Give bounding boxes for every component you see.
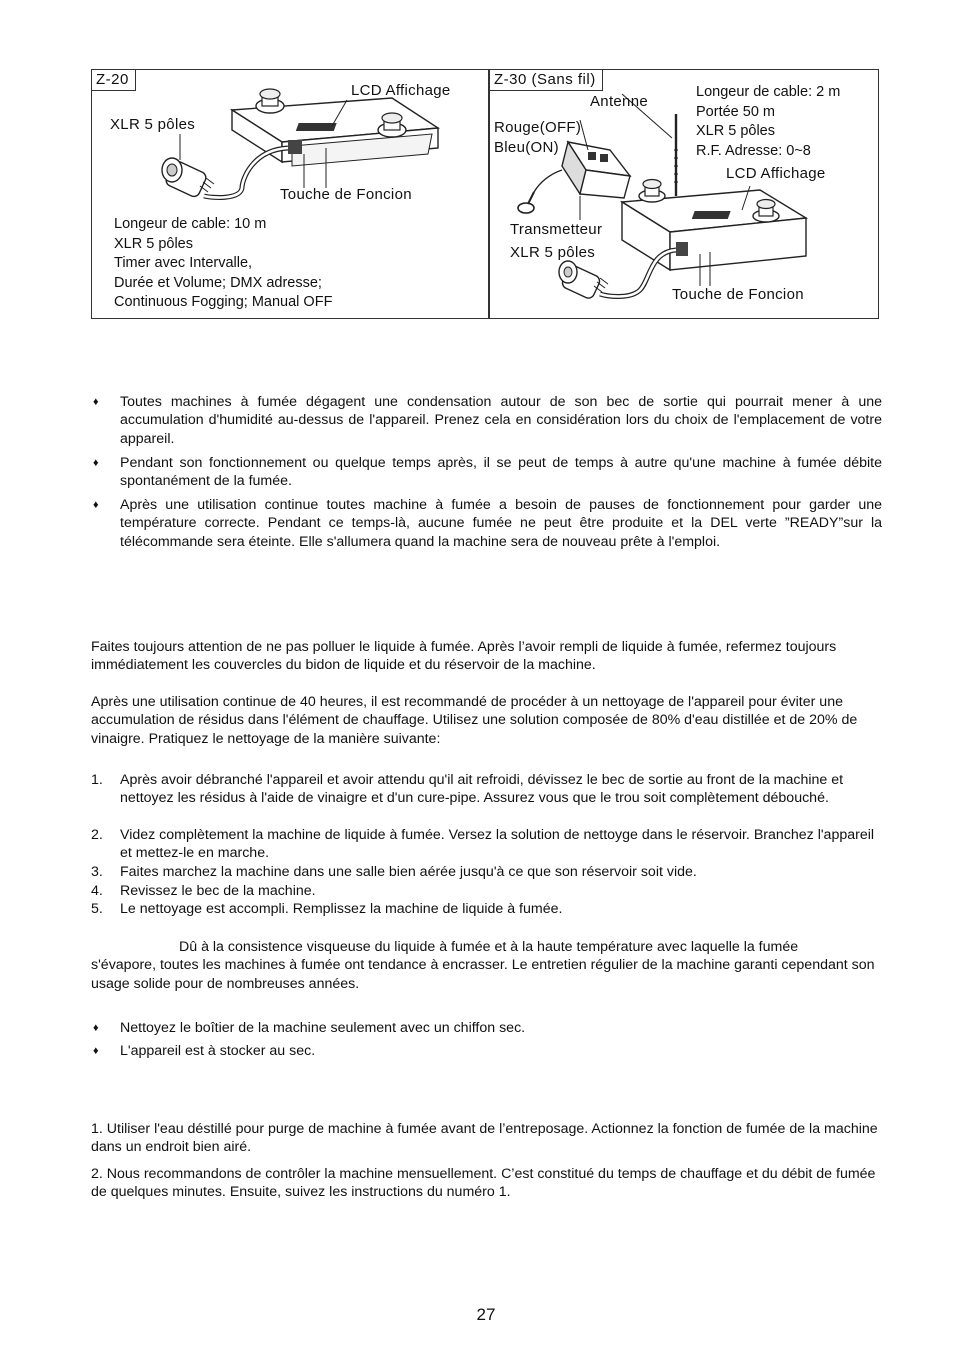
xlr-label: XLR 5 pôles bbox=[510, 244, 596, 261]
spec-line: Durée et Volume; DMX adresse; bbox=[114, 274, 322, 291]
spec-line: XLR 5 pôles bbox=[114, 235, 193, 252]
button-label: Touche de Foncion bbox=[672, 286, 804, 303]
xlr-plug-icon bbox=[162, 158, 214, 198]
spec-line: Longeur de cable: 10 m bbox=[114, 216, 267, 232]
spec-line: Longeur de cable: 2 m bbox=[696, 84, 841, 100]
antenna-label: Antenne bbox=[590, 93, 648, 110]
z30-specs bbox=[696, 83, 840, 161]
product-figure bbox=[91, 69, 879, 319]
panel-z20 bbox=[92, 70, 488, 318]
paragraph: Faites toujours attention de ne pas polluer le liquide à fumée. Après l’avoir rempli de liquide à fumée, refermez toujours immédiatement les couvercles du bidon de liquide et du réservoir de la machine. bbox=[91, 639, 837, 674]
model-tag-z30: Z-30 (Sans fil) bbox=[490, 70, 603, 91]
spec-line: XLR 5 pôles bbox=[696, 123, 775, 139]
list-item: 5. Le nettoyage est accompli. Remplissez la machine de liquide à fumée. bbox=[91, 901, 563, 917]
lcd-label: LCD Affichage bbox=[351, 82, 451, 99]
paragraph: Dû à la consistence visqueuse du liquide à fumée et à la haute température avec laquelle la fumée s'évapore, toutes les machines à fumée ont tendance à encrasser. Le entretien régulier de la machine garanti cependant son usage solide pour de nombreuses années. bbox=[91, 939, 875, 992]
knob-left-icon bbox=[256, 89, 284, 113]
bleu-label: Bleu(ON) bbox=[494, 139, 559, 156]
page-number: 27 bbox=[476, 1305, 496, 1324]
rouge-label: Rouge(OFF) bbox=[494, 119, 582, 136]
model-tag-z20: Z-20 bbox=[92, 70, 136, 91]
diamond-bullet-icon: ♦ bbox=[93, 396, 99, 408]
diamond-bullet-icon: ♦ bbox=[93, 499, 99, 511]
diamond-bullet-icon: ♦ bbox=[93, 457, 99, 469]
diamond-bullet-icon: ♦ bbox=[93, 1045, 99, 1057]
paragraph: 2. Nous recommandons de contrôler la machine mensuellement. C’est constitué du temps de chauffage et du débit de fumée de quelques minutes. Ensuite, suivez les instructions du numéro 1. bbox=[91, 1166, 876, 1201]
spec-line: Timer avec Intervalle, bbox=[114, 255, 253, 271]
bullet-item: ♦ Toutes machines à fumée dégagent une condensation autour de son bec de sortie qui pourrait mener à une accumulation d'humidité au-dessus de l'appareil. Prenez cela en considération lors du choix de l'emplacement de votre appareil. bbox=[93, 394, 882, 447]
transmitter-label: Transmetteur bbox=[510, 221, 603, 238]
bullet-item: ♦ Nettoyez le boîtier de la machine seulement avec un chiffon sec. bbox=[93, 1020, 526, 1036]
antenna-icon bbox=[674, 114, 678, 196]
knob-right-icon bbox=[378, 113, 406, 137]
bullet-item: ♦ L'appareil est à stocker au sec. bbox=[93, 1043, 316, 1059]
list-item: 3. Faites marchez la machine dans une salle bien aérée jusqu'à ce que son réservoir soit vide. bbox=[91, 864, 697, 880]
list-item: 1. Après avoir débranché l'appareil et avoir attendu qu'il ait refroidi, dévissez le bec de sortie au front de la machine et nettoyez les résidus à l'aide de vinaigre et d'un cure-pipe. Assurez vous que le trou soit complètement débouché. bbox=[91, 772, 844, 807]
list-item: 2. Videz complètement la machine de liquide à fumée. Versez la solution de nettoyge dans le réservoir. Branchez l'appareil et mettez-le en marche. bbox=[91, 827, 875, 862]
lcd-label: LCD Affichage bbox=[726, 165, 826, 182]
bullet-item: ♦ Pendant son fonctionnement ou quelque temps après, il se peut de temps à autre qu'une machine à fumée débite spontanément de la fumée. bbox=[93, 455, 882, 490]
button-label: Touche de Foncion bbox=[280, 186, 412, 203]
spec-line: Continuous Fogging; Manual OFF bbox=[114, 294, 333, 310]
panel-z30 bbox=[490, 70, 878, 318]
paragraph: 1. Utiliser l'eau déstillé pour purge de machine à fumée avant de l’entreposage. Actionnez la fonction de fumée de la machine dans un endroit bien airé. bbox=[91, 1121, 878, 1156]
knob-left-icon bbox=[639, 180, 665, 203]
diamond-bullet-icon: ♦ bbox=[93, 1022, 99, 1034]
paragraph: Après une utilisation continue de 40 heures, il est recommandé de procéder à un nettoyage de l'appareil pour éviter une accumulation de résidus dans l'élément de chauffage. Utilisez une solution composée de 80% d'eau distillée et de 20% de vinaigre. Pratiquez le nettoyage de la manière suivante: bbox=[91, 694, 858, 747]
spec-line: Portée 50 m bbox=[696, 103, 775, 120]
bullet-item: ♦ Après une utilisation continue toutes machine à fumée a besoin de pauses de fonctionnement pour garder une température correcte. Pendant ce temps-là, aucune fumée ne peut être produite et la DEL verte ”READY”sur la télécommande sera éteinte. Elle s'allumera quand la machine sera de nouveau prête à l'emploi. bbox=[93, 497, 882, 550]
z20-specs bbox=[114, 215, 332, 313]
xlr-label: XLR 5 pôles bbox=[110, 116, 196, 133]
spec-line: R.F. Adresse: 0~8 bbox=[696, 142, 811, 159]
list-item: 4. Revissez le bec de la machine. bbox=[91, 883, 316, 899]
